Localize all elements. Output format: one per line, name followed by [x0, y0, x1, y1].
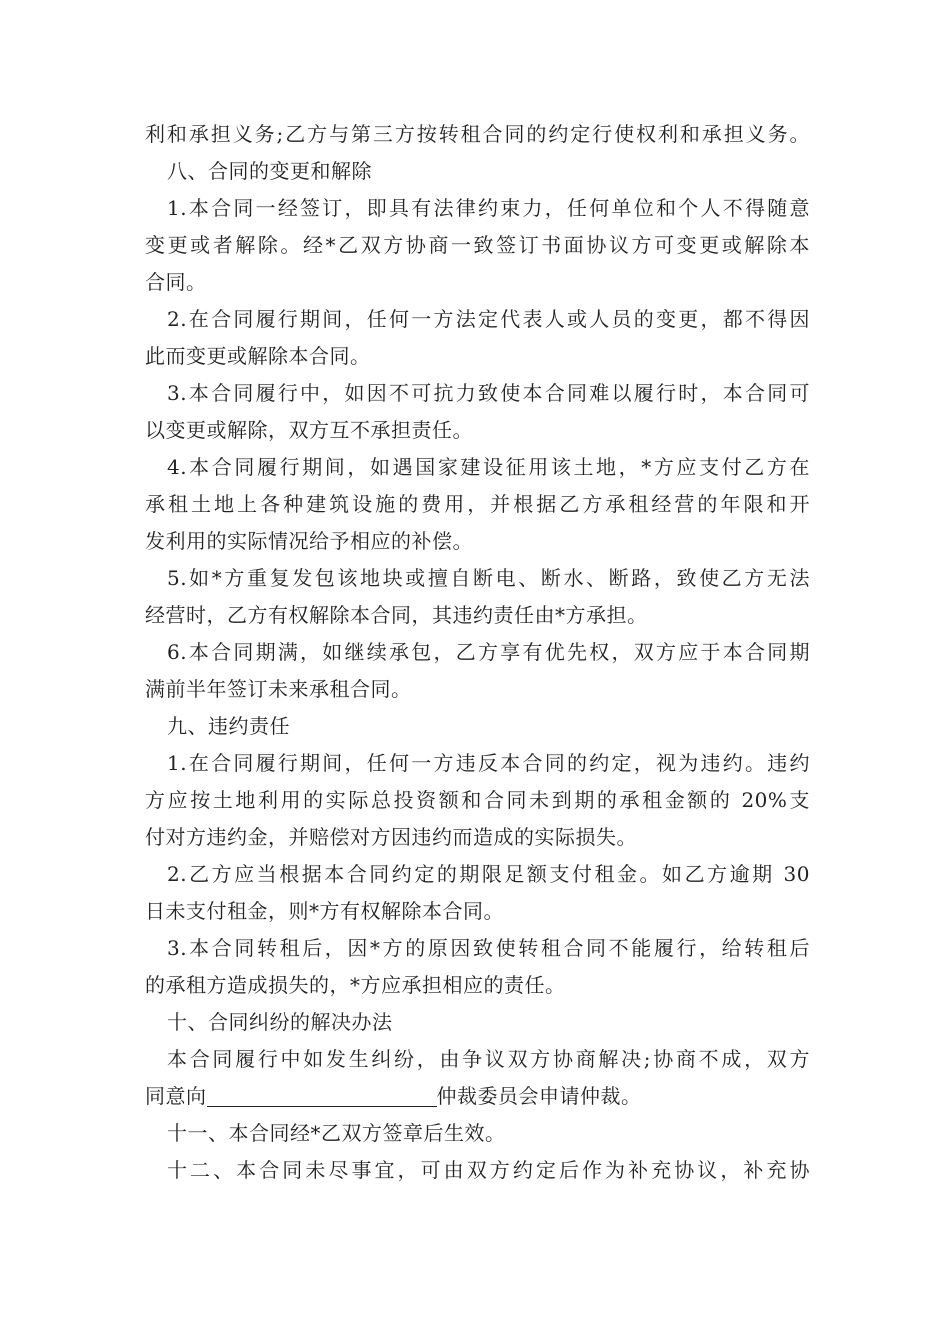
text-line: 的承租方造成损失的，*方应承担相应的责任。: [145, 973, 566, 997]
text-line: 4.本合同履行期间，如遇国家建设征用该土地，*方应支付乙方在: [167, 455, 810, 479]
fill-in-blank: [207, 1084, 437, 1107]
text-line: 承租土地上各种建筑设施的费用，并根据乙方承租经营的年限和开: [145, 492, 810, 516]
text-line: 变更或者解除。经*乙双方协商一致签订书面协议方可变更或解除本: [145, 233, 810, 257]
text-line: 十一、本合同经*乙双方签章后生效。: [167, 1121, 506, 1145]
text-line: 满前半年签订未来承租合同。: [145, 677, 412, 701]
text-line: 2.乙方应当根据本合同约定的期限足额支付租金。如乙方逾期 30: [167, 862, 810, 886]
text-line: 十二、本合同未尽事宜，可由双方约定后作为补充协议，补充协: [167, 1158, 810, 1182]
text-line: 本合同履行中如发生纠纷，由争议双方协商解决;协商不成，双方: [167, 1047, 810, 1071]
text-line: 发利用的实际情况给予相应的补偿。: [145, 529, 473, 553]
text-line: 6.本合同期满，如继续承包，乙方享有优先权，双方应于本合同期: [167, 640, 810, 664]
document-page: [145, 116, 810, 1189]
text-line: 方应按土地利用的实际总投资额和合同未到期的承租金额的 20%支: [145, 788, 810, 812]
text-line: 利和承担义务;乙方与第三方按转租合同的约定行使权利和承担义务。: [145, 122, 810, 146]
text-line: 付对方违约金，并赔偿对方因违约而造成的实际损失。: [145, 825, 637, 849]
text-line: [145, 1078, 810, 1115]
text-segment: 仲裁委员会申请仲裁。: [436, 1084, 642, 1108]
text-line: 2.在合同履行期间，任何一方法定代表人或人员的变更，都不得因: [167, 307, 810, 331]
text-line: 3.本合同履行中，如因不可抗力致使本合同难以履行时，本合同可: [167, 381, 810, 405]
text-line: 日未支付租金，则*方有权解除本合同。: [145, 899, 504, 923]
text-line: 3.本合同转租后，因*方的原因致使转租合同不能履行，给转租后: [167, 936, 810, 960]
text-line: 合同。: [145, 270, 207, 294]
text-line: 以变更或解除，双方互不承担责任。: [145, 418, 473, 442]
section-heading: 八、合同的变更和解除: [167, 159, 372, 183]
text-line: 此而变更或解除本合同。: [145, 344, 371, 368]
text-segment: 同意向: [145, 1084, 207, 1108]
text-line: 5.如*方重复发包该地块或擅自断电、断水、断路，致使乙方无法: [167, 566, 810, 590]
text-line: 经营时，乙方有权解除本合同，其违约责任由*方承担。: [145, 603, 648, 627]
text-line: 1.在合同履行期间，任何一方违反本合同的约定，视为违约。违约: [167, 751, 810, 775]
section-heading: 十、合同纠纷的解决办法: [167, 1010, 393, 1034]
text-line: 1.本合同一经签订，即具有法律约束力，任何单位和个人不得随意: [167, 196, 810, 220]
section-heading: 九、违约责任: [167, 714, 290, 738]
